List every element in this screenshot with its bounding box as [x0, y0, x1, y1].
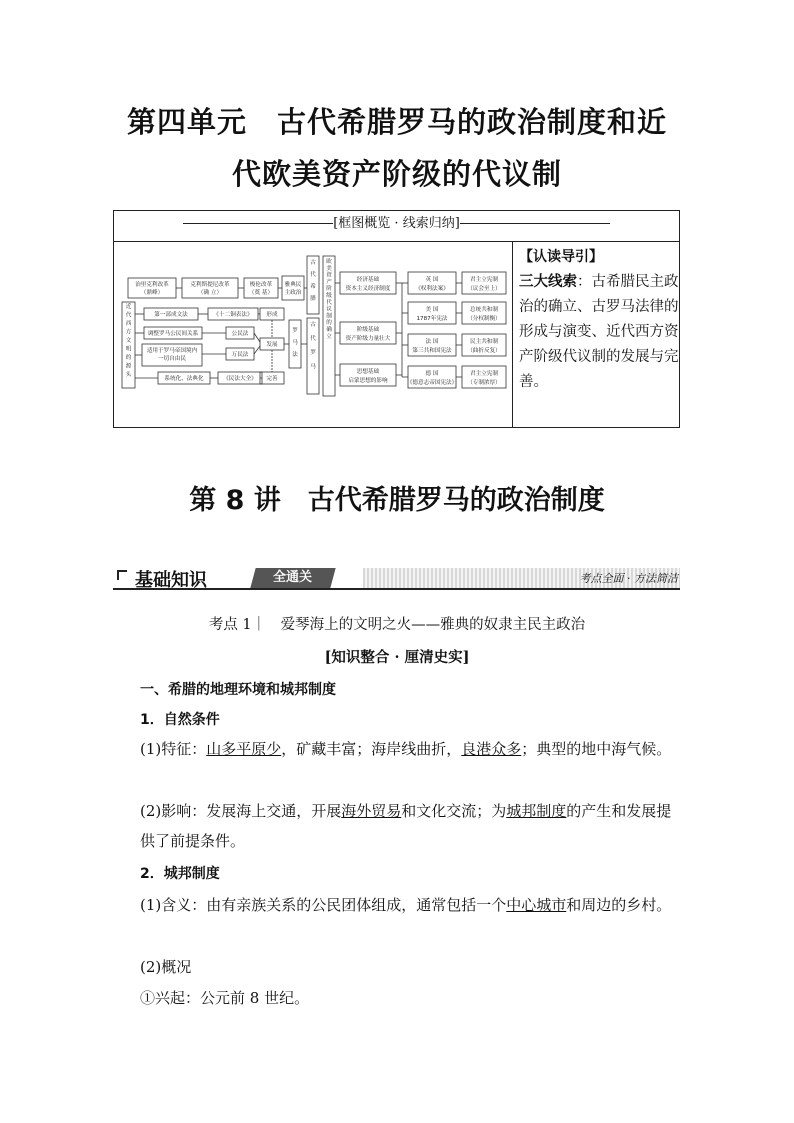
- rome-step-3: 适用于罗马帝国境内一切自由民: [146, 348, 198, 362]
- country-4-line2: 《德意志帝国宪法》: [406, 380, 458, 386]
- para-overview: (2)概况: [140, 958, 192, 976]
- rome-law-3: 万民法: [231, 352, 249, 358]
- base-3-line2: 启蒙思想的影响: [348, 378, 388, 384]
- top-box-1-line2: （鼎峰）: [140, 290, 164, 296]
- top-box-2-line2: （确 立）: [197, 290, 223, 296]
- heading-1: 一、希腊的地理环境和城邦制度: [140, 682, 336, 698]
- country-4-line1: 德 国: [425, 371, 439, 377]
- base-1-line1: 经济基础: [356, 277, 380, 283]
- roman-law-text: 罗马法: [292, 328, 298, 358]
- reading-guide-bold: 三大线索: [519, 274, 577, 290]
- top-box-2-line1: 克利斯提尼改革: [190, 282, 230, 288]
- system-1-line2: （议会至上）: [467, 286, 501, 292]
- reading-guide-text: [519, 270, 679, 395]
- lecture-title: 第 8 讲 古代希腊罗马的政治制度: [189, 485, 605, 516]
- system-1-line1: 君主立宪制: [470, 277, 498, 283]
- framework-header: [114, 211, 679, 242]
- center-vertical-text: 欧美资产阶级代议制的确立: [326, 259, 332, 340]
- system-2-line1: 总统共和制: [470, 307, 498, 313]
- country-3-line2: 第三共和国宪法: [412, 348, 452, 354]
- rome-vertical-text: 古代罗马: [310, 322, 316, 370]
- country-1-line1: 英 国: [425, 277, 439, 283]
- section-right-text: 考点全面 · 方法简洁: [579, 572, 678, 585]
- para-feature: (1)特征：山多平原少，矿藏丰富；海岸线曲折，良港众多；典型的地中海气候。: [140, 740, 672, 758]
- kaodian-heading: [0, 613, 794, 634]
- para-definition: (1)含义：由有亲族关系的公民团体组成，通常包括一个中心城市和周边的乡村。: [140, 896, 672, 914]
- kaodian-title: 爱琴海上的文明之火——雅典的奴隶主民主政治: [280, 617, 586, 633]
- kaodian-sub: [知识整合 · 厘清史实]: [324, 649, 470, 666]
- system-4-line1: 君主立宪制: [470, 371, 498, 377]
- framework-diagram: [114, 242, 513, 428]
- top-box-3-line1: 梭伦改革: [249, 282, 273, 288]
- unit-title-line1: 第四单元 古代希腊罗马的政治制度和近: [126, 105, 667, 139]
- system-3-line2: （曲折反复）: [467, 348, 501, 354]
- country-2-line1: 美 国: [425, 307, 439, 313]
- reading-guide: [519, 245, 679, 395]
- corner-mark-icon: [117, 570, 127, 580]
- heading-natural: 1．自然条件: [140, 712, 220, 728]
- framework-header-text: [框图概览 · 线索归纳]: [333, 216, 460, 231]
- rome-step-1: 第一部成文法: [154, 312, 188, 318]
- top-box-1-line1: 治里克利改革: [135, 282, 169, 288]
- framework-box: [113, 210, 680, 428]
- top-box-3-line2: （奠 基）: [248, 290, 274, 296]
- base-3-line1: 思想基础: [356, 369, 380, 375]
- base-2-line2: 资产阶级力量壮大: [345, 336, 391, 342]
- system-2-line2: （分权制衡）: [467, 316, 501, 322]
- system-3-line1: 民主共和制: [470, 339, 498, 345]
- rome-stage-3: 完善: [266, 376, 278, 382]
- para-impact: (2)影响：发展海上交通，开展海外贸易和文化交流；为城邦制度的产生和发展提供了前提条件。: [140, 802, 672, 850]
- unit-title-line2: 代欧美资产阶级的代议制: [231, 157, 562, 191]
- rome-law-2: 公民法: [231, 331, 249, 337]
- framework-diagram-svg: [114, 242, 512, 428]
- kaodian-label: 考点 1｜: [208, 617, 267, 633]
- country-1-line2: 《权利法案》: [415, 286, 449, 292]
- rome-step-4: 系统化、法典化: [164, 376, 204, 382]
- country-2-line2: 1787年宪法: [416, 316, 448, 322]
- section-bar: [113, 566, 680, 590]
- para-rise: ①兴起：公元前 8 世纪。: [140, 989, 310, 1007]
- section-title: 基础知识: [135, 570, 207, 591]
- rome-law-4: 《民法大全》: [223, 376, 257, 382]
- rome-law-1: 《十二铜表法》: [213, 312, 253, 318]
- country-3-line1: 法 国: [425, 339, 439, 345]
- reading-guide-body: ：古希腊民主政治的确立、古罗马法律的形成与演变、近代西方资产阶级代议制的发展与完善。: [519, 274, 679, 390]
- greek-vertical-text: 古代希腊: [310, 260, 316, 302]
- left-vertical-text: 近代西方文明的源头: [125, 304, 132, 378]
- system-4-line2: （专制浓厚）: [467, 380, 501, 386]
- rome-step-2: 调整罗马公民间关系: [147, 331, 199, 337]
- reading-guide-heading: 【认读导引】: [519, 249, 603, 265]
- heading-city-state: 2．城邦制度: [140, 866, 220, 882]
- base-1-line2: 资本主义经济制度: [345, 286, 391, 292]
- section-tag: 全通关: [250, 568, 335, 588]
- rome-stage-1: 形成: [266, 312, 278, 318]
- base-2-line1: 阶级基础: [356, 327, 380, 333]
- rome-stage-2: 发展: [266, 342, 278, 348]
- athens-democracy-text: 雅典民主政治: [284, 282, 302, 296]
